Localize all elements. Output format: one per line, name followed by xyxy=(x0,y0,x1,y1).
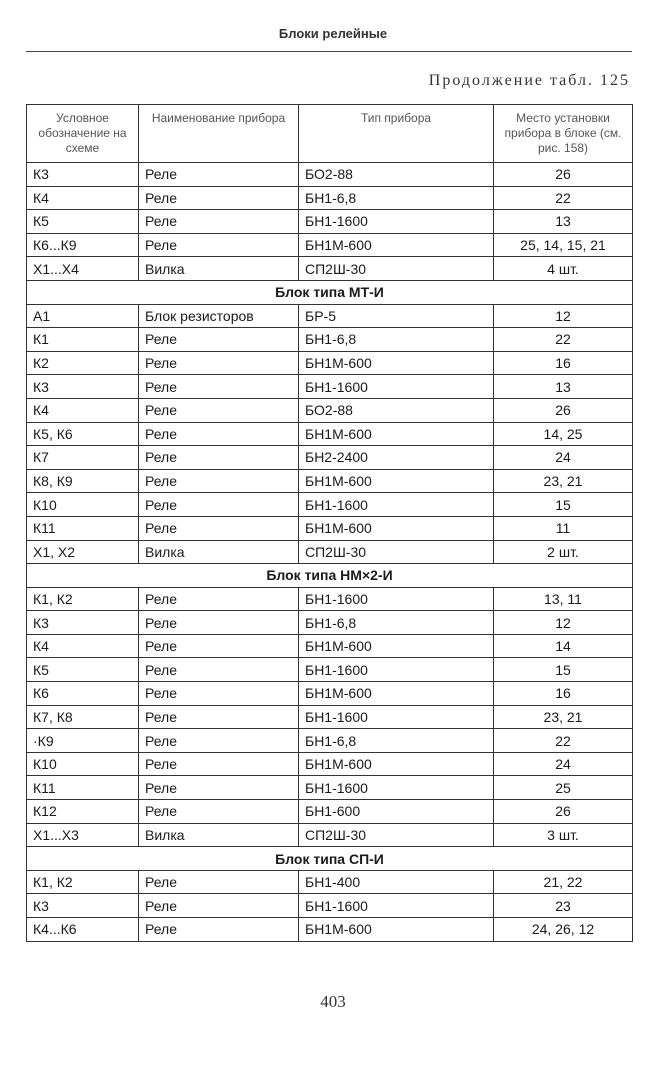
cell-device-type: БН1М-600 xyxy=(299,918,494,942)
cell-device-type: БН1-1600 xyxy=(299,210,494,234)
cell-designation: К5 xyxy=(27,658,139,682)
cell-device-name: Вилка xyxy=(139,823,299,847)
table-row xyxy=(27,163,633,187)
table-row xyxy=(27,776,633,800)
cell-device-type: БН1-1600 xyxy=(299,493,494,517)
table-row xyxy=(27,540,633,564)
cell-designation: К3 xyxy=(27,611,139,635)
cell-device-name: Вилка xyxy=(139,257,299,281)
cell-device-type: БН1-6,8 xyxy=(299,729,494,753)
cell-device-type: БН1М-600 xyxy=(299,752,494,776)
cell-device-type: БН1-1600 xyxy=(299,375,494,399)
cell-designation: Х1, Х2 xyxy=(27,540,139,564)
table-row xyxy=(27,398,633,422)
cell-mount-position: 2 шт. xyxy=(494,540,633,564)
table-body xyxy=(27,163,633,942)
cell-device-name: Реле xyxy=(139,422,299,446)
cell-mount-position: 26 xyxy=(494,398,633,422)
cell-designation: К8, К9 xyxy=(27,469,139,493)
cell-device-type: БН1-600 xyxy=(299,800,494,824)
cell-mount-position: 16 xyxy=(494,682,633,706)
table-row xyxy=(27,918,633,942)
cell-designation: К4 xyxy=(27,186,139,210)
cell-device-name: Реле xyxy=(139,516,299,540)
cell-designation: К4 xyxy=(27,634,139,658)
table-row xyxy=(27,304,633,328)
cell-device-name: Реле xyxy=(139,446,299,470)
section-title: Блок типа МТ-И xyxy=(27,280,633,304)
table-row xyxy=(27,446,633,470)
cell-device-type: БН1-6,8 xyxy=(299,328,494,352)
cell-designation: К11 xyxy=(27,516,139,540)
cell-mount-position: 12 xyxy=(494,611,633,635)
cell-mount-position: 21, 22 xyxy=(494,870,633,894)
table-row xyxy=(27,233,633,257)
section-row xyxy=(27,280,633,304)
cell-device-type: БН1М-600 xyxy=(299,634,494,658)
cell-device-type: БН1-400 xyxy=(299,870,494,894)
cell-device-name: Реле xyxy=(139,729,299,753)
cell-mount-position: 3 шт. xyxy=(494,823,633,847)
cell-device-name: Реле xyxy=(139,398,299,422)
cell-device-name: Реле xyxy=(139,800,299,824)
table-row xyxy=(27,800,633,824)
cell-designation: К4...К6 xyxy=(27,918,139,942)
header-device-type: Тип прибора xyxy=(299,105,494,163)
cell-device-name: Реле xyxy=(139,328,299,352)
table-row xyxy=(27,351,633,375)
cell-device-type: БН1-1600 xyxy=(299,705,494,729)
cell-device-name: Реле xyxy=(139,493,299,517)
cell-mount-position: 23, 21 xyxy=(494,705,633,729)
cell-mount-position: 25 xyxy=(494,776,633,800)
table-row xyxy=(27,870,633,894)
cell-device-name: Реле xyxy=(139,186,299,210)
cell-mount-position: 23 xyxy=(494,894,633,918)
cell-device-name: Реле xyxy=(139,894,299,918)
cell-device-name: Реле xyxy=(139,351,299,375)
cell-mount-position: 26 xyxy=(494,163,633,187)
section-row xyxy=(27,564,633,588)
cell-designation: К10 xyxy=(27,493,139,517)
table-row xyxy=(27,422,633,446)
cell-device-name: Реле xyxy=(139,752,299,776)
header-mount-position: Место установки прибора в блоке (см. рис. 158) xyxy=(494,105,633,163)
cell-device-type: БН1-1600 xyxy=(299,894,494,918)
cell-mount-position: 14 xyxy=(494,634,633,658)
cell-device-name: Блок резисторов xyxy=(139,304,299,328)
cell-device-name: Реле xyxy=(139,469,299,493)
cell-mount-position: 22 xyxy=(494,729,633,753)
header-designation: Условное обозначение на схеме xyxy=(27,105,139,163)
cell-designation: К10 xyxy=(27,752,139,776)
table-row xyxy=(27,894,633,918)
cell-device-name: Реле xyxy=(139,776,299,800)
cell-mount-position: 15 xyxy=(494,493,633,517)
cell-device-name: Реле xyxy=(139,658,299,682)
table-row xyxy=(27,493,633,517)
cell-mount-position: 24, 26, 12 xyxy=(494,918,633,942)
cell-device-type: СП2Ш-30 xyxy=(299,540,494,564)
table-row xyxy=(27,469,633,493)
cell-device-name: Реле xyxy=(139,870,299,894)
table-row xyxy=(27,823,633,847)
cell-device-type: БН1М-600 xyxy=(299,516,494,540)
cell-device-type: БН1-6,8 xyxy=(299,611,494,635)
cell-designation: К11 xyxy=(27,776,139,800)
cell-mount-position: 12 xyxy=(494,304,633,328)
table-row xyxy=(27,705,633,729)
cell-device-name: Реле xyxy=(139,163,299,187)
cell-designation: Х1...Х4 xyxy=(27,257,139,281)
cell-device-name: Реле xyxy=(139,918,299,942)
cell-device-type: БН1-6,8 xyxy=(299,186,494,210)
cell-designation: К12 xyxy=(27,800,139,824)
cell-device-type: БР-5 xyxy=(299,304,494,328)
cell-designation: К6...К9 xyxy=(27,233,139,257)
cell-mount-position: 14, 25 xyxy=(494,422,633,446)
cell-device-type: БН1М-600 xyxy=(299,351,494,375)
cell-device-name: Реле xyxy=(139,587,299,611)
cell-designation: К7, К8 xyxy=(27,705,139,729)
cell-designation: К3 xyxy=(27,375,139,399)
cell-mount-position: 13, 11 xyxy=(494,587,633,611)
cell-mount-position: 22 xyxy=(494,328,633,352)
table-row xyxy=(27,729,633,753)
cell-device-name: Реле xyxy=(139,705,299,729)
table-row xyxy=(27,210,633,234)
cell-designation: К6 xyxy=(27,682,139,706)
cell-mount-position: 13 xyxy=(494,375,633,399)
table-row xyxy=(27,516,633,540)
table-row xyxy=(27,611,633,635)
cell-mount-position: 4 шт. xyxy=(494,257,633,281)
running-head: Блоки релейные xyxy=(278,26,388,41)
cell-mount-position: 13 xyxy=(494,210,633,234)
section-row xyxy=(27,847,633,871)
header-device-name: Наименование прибора xyxy=(139,105,299,163)
table-row xyxy=(27,375,633,399)
cell-designation: К4 xyxy=(27,398,139,422)
cell-mount-position: 24 xyxy=(494,446,633,470)
cell-device-name: Реле xyxy=(139,375,299,399)
section-title: Блок типа СП-И xyxy=(27,847,633,871)
table-row xyxy=(27,587,633,611)
cell-designation: К5 xyxy=(27,210,139,234)
cell-designation: ·К9 xyxy=(27,729,139,753)
equipment-table xyxy=(26,104,633,942)
table-continuation-label: Продолжение табл. 125 xyxy=(428,72,630,89)
table-row xyxy=(27,257,633,281)
cell-device-name: Реле xyxy=(139,682,299,706)
cell-designation: Х1...Х3 xyxy=(27,823,139,847)
cell-designation: К1 xyxy=(27,328,139,352)
cell-designation: К1, К2 xyxy=(27,870,139,894)
cell-device-name: Реле xyxy=(139,634,299,658)
cell-device-type: БО2-88 xyxy=(299,398,494,422)
cell-designation: К1, К2 xyxy=(27,587,139,611)
table-row xyxy=(27,658,633,682)
cell-designation: К5, К6 xyxy=(27,422,139,446)
cell-designation: К3 xyxy=(27,163,139,187)
header-rule xyxy=(26,51,632,52)
table-row xyxy=(27,682,633,706)
cell-mount-position: 16 xyxy=(494,351,633,375)
table-row xyxy=(27,752,633,776)
cell-designation: А1 xyxy=(27,304,139,328)
cell-device-name: Реле xyxy=(139,210,299,234)
page-number: 403 xyxy=(320,992,346,1011)
cell-device-type: БН1М-600 xyxy=(299,422,494,446)
table-row xyxy=(27,634,633,658)
cell-device-type: БО2-88 xyxy=(299,163,494,187)
cell-mount-position: 23, 21 xyxy=(494,469,633,493)
cell-device-type: БН1М-600 xyxy=(299,469,494,493)
table-row xyxy=(27,328,633,352)
cell-device-type: БН1-1600 xyxy=(299,587,494,611)
cell-designation: К3 xyxy=(27,894,139,918)
cell-device-type: БН1М-600 xyxy=(299,682,494,706)
cell-mount-position: 26 xyxy=(494,800,633,824)
cell-mount-position: 11 xyxy=(494,516,633,540)
cell-device-type: БН2-2400 xyxy=(299,446,494,470)
cell-mount-position: 24 xyxy=(494,752,633,776)
cell-device-type: СП2Ш-30 xyxy=(299,823,494,847)
cell-mount-position: 15 xyxy=(494,658,633,682)
table-header-row xyxy=(27,105,633,163)
cell-mount-position: 25, 14, 15, 21 xyxy=(494,233,633,257)
cell-device-type: БН1М-600 xyxy=(299,233,494,257)
cell-device-name: Реле xyxy=(139,233,299,257)
cell-device-type: БН1-1600 xyxy=(299,658,494,682)
cell-designation: К2 xyxy=(27,351,139,375)
cell-mount-position: 22 xyxy=(494,186,633,210)
section-title: Блок типа НМ×2-И xyxy=(27,564,633,588)
cell-device-type: СП2Ш-30 xyxy=(299,257,494,281)
cell-device-name: Вилка xyxy=(139,540,299,564)
cell-device-name: Реле xyxy=(139,611,299,635)
cell-device-type: БН1-1600 xyxy=(299,776,494,800)
table-row xyxy=(27,186,633,210)
cell-designation: К7 xyxy=(27,446,139,470)
